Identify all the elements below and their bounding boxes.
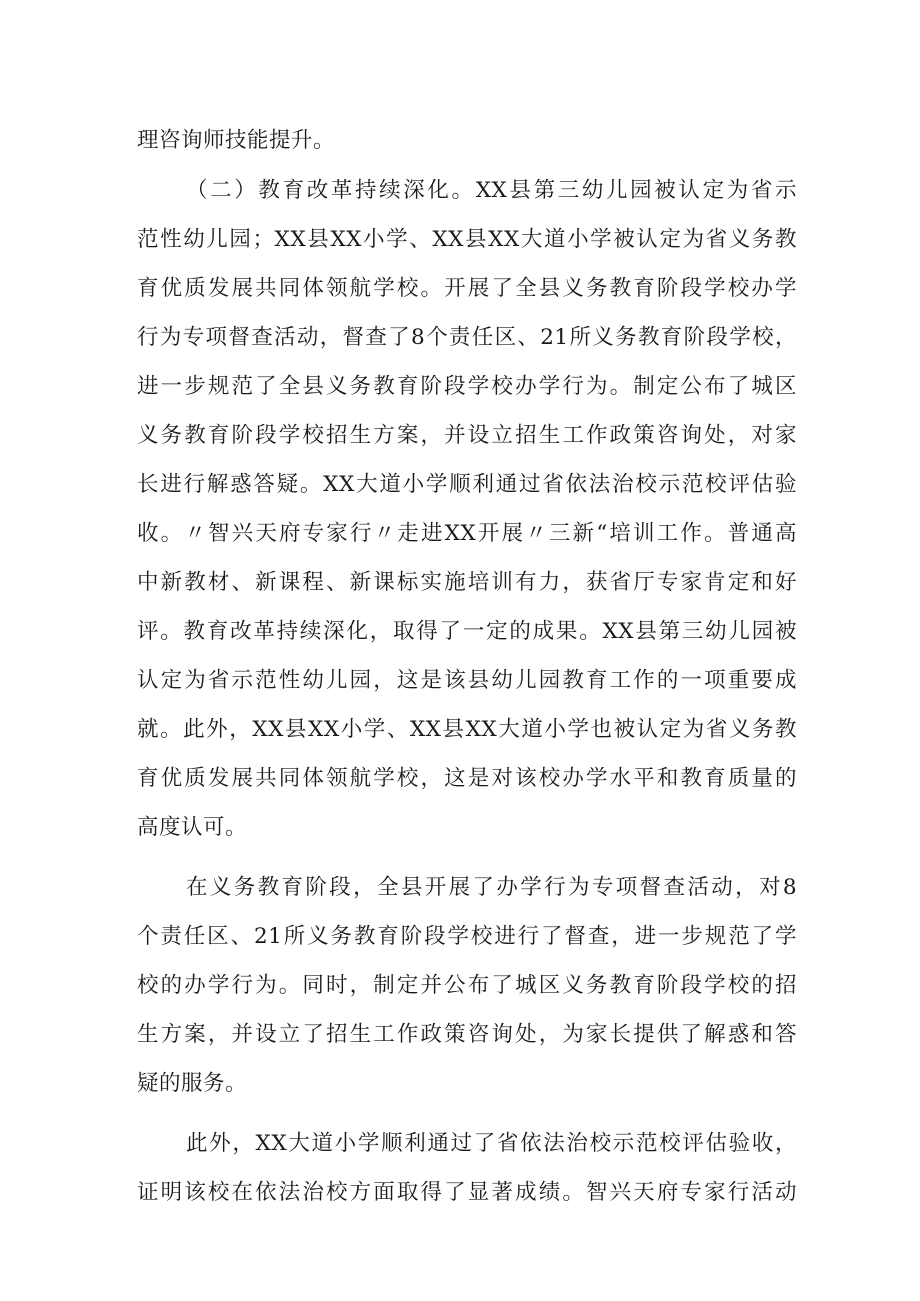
paragraph-line: 证明该校在依法治校方面取得了显著成绩。智兴天府专家行活动 — [137, 1180, 797, 1205]
paragraph-line: 疑的服务。 — [137, 1071, 248, 1096]
paragraph-line: 此外，XX大道小学顺利通过了省依法治校示范校评估验收， — [186, 1131, 797, 1156]
paragraph-line: 行为专项督查活动，督查了8个责任区、21所义务教育阶段学校， — [137, 325, 797, 350]
paragraph-line: 认定为省示范性幼儿园，这是该县幼儿园教育工作的一项重要成 — [137, 668, 797, 693]
paragraph-line: 生方案，并设立了招生工作政策咨询处，为家长提供了解惑和答 — [137, 1022, 797, 1047]
paragraph-line: 评。教育改革持续深化，取得了一定的成果。XX县第三幼儿园被 — [137, 619, 797, 644]
paragraph-line: 育优质发展共同体领航学校，这是对该校办学水平和教育质量的 — [137, 766, 797, 791]
paragraph-line: 中新教材、新课程、新课标实施培训有力，获省厅专家肯定和好 — [137, 570, 797, 595]
paragraph-line: 理咨询师技能提升。 — [137, 128, 336, 153]
paragraph-line: 范性幼儿园；XX县XX小学、XX县XX大道小学被认定为省义务教 — [137, 227, 797, 252]
paragraph-line: （二）教育改革持续深化。XX县第三幼儿园被认定为省示 — [186, 178, 797, 203]
paragraph-line: 进一步规范了全县义务教育阶段学校办学行为。制定公布了城区 — [137, 374, 797, 399]
paragraph-line: 校的办学行为。同时，制定并公布了城区义务教育阶段学校的招 — [137, 973, 797, 998]
paragraph-line: 收。〃智兴天府专家行〃走进XX开展〃三新“培训工作。普通高 — [137, 521, 797, 546]
paragraph-line: 长进行解惑答疑。XX大道小学顺利通过省依法治校示范校评估验 — [137, 472, 797, 497]
paragraph-line: 就。此外，XX县XX小学、XX县XX大道小学也被认定为省义务教 — [137, 717, 797, 742]
paragraph-line: 高度认可。 — [137, 815, 248, 840]
paragraph-line: 在义务教育阶段，全县开展了办学行为专项督查活动，对8 — [186, 875, 797, 900]
paragraph-line: 个责任区、21所义务教育阶段学校进行了督查，进一步规范了学 — [137, 924, 797, 949]
paragraph-line: 育优质发展共同体领航学校。开展了全县义务教育阶段学校办学 — [137, 276, 797, 301]
paragraph-line: 义务教育阶段学校招生方案，并设立招生工作政策咨询处，对家 — [137, 423, 797, 448]
